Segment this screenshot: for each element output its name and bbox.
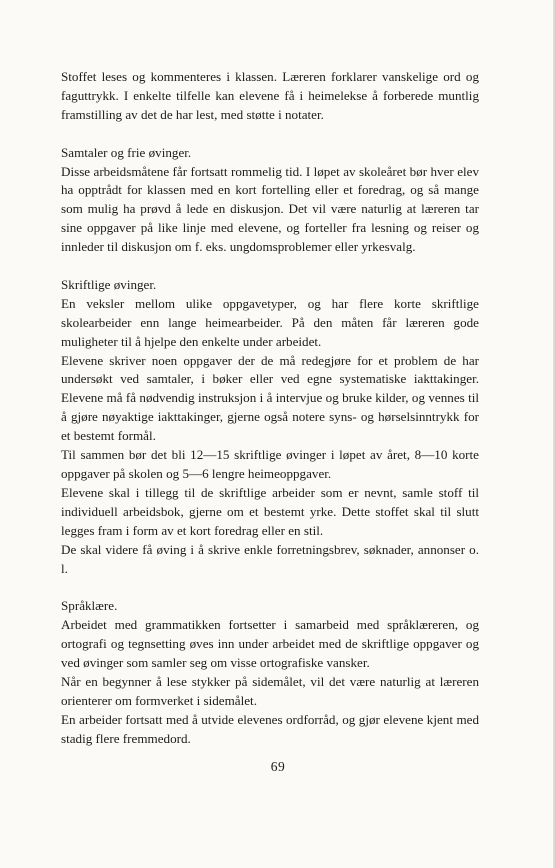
paragraph: Elevene skal i tillegg til de skriftlige arbeider som er nevnt, samle stoff til individuell arbeidsbok, gjerne om et bestemt yrke. Dette stoffet skal til slutt legges fram i form av et kort foredrag eller en stil. — [61, 484, 479, 538]
paragraph: Når en begynner å lese stykker på sidemålet, vil det være naturlig at læreren orienterer om formverket i sidemålet. — [61, 673, 479, 708]
page-number: 69 — [270, 759, 286, 774]
paragraph: De skal videre få øving i å skrive enkle forretningsbrev, søknader, annonser o. l. — [61, 541, 479, 576]
paragraph: Elevene skriver noen oppgaver der de må redegjøre for et problem de har undersøkt ved samtaler, i bøker eller ved egne systematiske iakttakinger. Elevene må få nødvendig instruksjon i å intervjue og bruke kilder, og vennes til å gjøre nøyaktige iakttakinger, gjerne også notere syns- og hørselsinntrykk for et bestemt formål. — [61, 352, 479, 444]
paragraph: Arbeidet med grammatikken fortsetter i samarbeid med språklæreren, og ortografi og tegnsetting øves inn under arbeidet med de skriftlige oppgaver og ved øvinger som samler seg om visse ortografiske vansker. — [61, 617, 479, 671]
paragraph: Til sammen bør det bli 12—15 skriftlige øvinger i løpet av året, 8—10 korte oppgaver på skolen og 5—6 lengre heimeoppgaver. — [61, 447, 479, 481]
section-heading: Skriftlige øvinger. — [61, 276, 157, 292]
paragraph: Disse arbeidsmåtene får fortsatt rommelig tid. I løpet av skoleåret bør hver elev ha opptrådt for klassen med en kort fortelling eller et foredrag, og så mange som mulig ha prøvd å lede en diskusjon. Det vil være naturlig at læreren tar sine oppgaver på like linje med elevene, og forteller fra lesning og reiser og innleder til diskusjon om f. eks. ungdomsproblemer eller yrkesvalg. — [61, 163, 479, 255]
section-heading: Samtaler og frie øvinger. — [61, 144, 192, 160]
section-samtaler — [61, 144, 479, 257]
body-text — [61, 68, 479, 749]
section-skriftlige — [61, 276, 479, 579]
intro-paragraph: Stoffet leses og kommenteres i klassen. Læreren forklarer vanskelige ord og faguttrykk. I enkelte tilfelle kan elevene få i heimelekse å forberede muntlig framstilling av det de har lest, med støtte i notater. — [61, 69, 479, 122]
section-spraklaere — [61, 597, 479, 748]
paragraph: En veksler mellom ulike oppgavetyper, og har flere korte skriftlige skolearbeider enn lange heimearbeider. På den måten får læreren gode muligheter til å hjelpe den enkelte under arbeidet. — [61, 295, 479, 349]
section-heading: Språklære. — [61, 598, 118, 614]
paragraph: En arbeider fortsatt med å utvide elevenes ordforråd, og gjør elevene kjent med stadig flere fremmedord. — [61, 711, 479, 746]
